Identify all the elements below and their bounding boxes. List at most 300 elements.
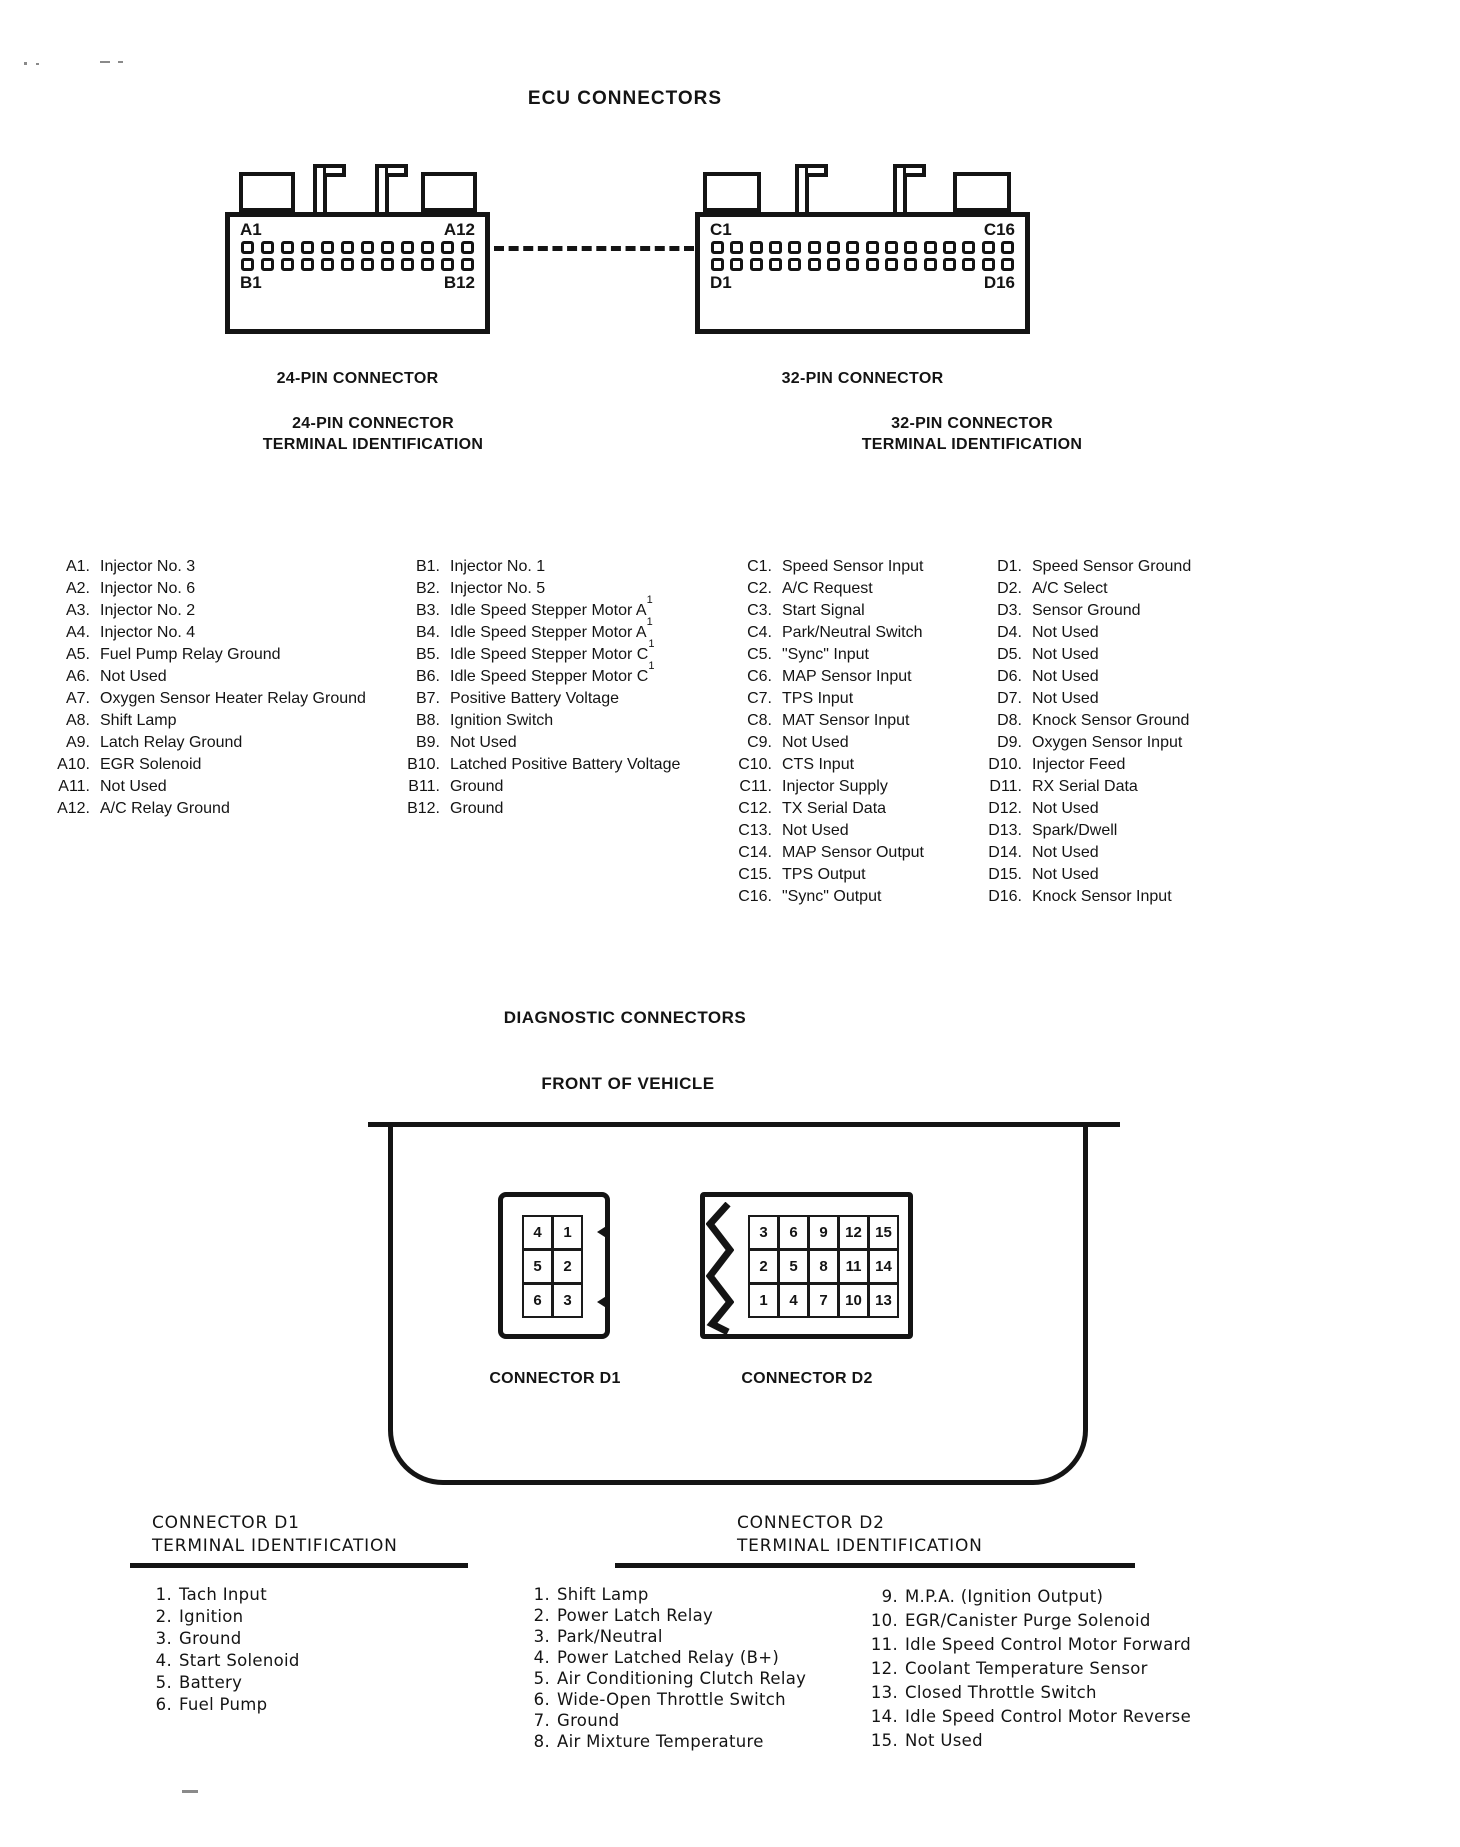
pin-hole (241, 241, 254, 254)
terminal-number: 12. (870, 1659, 898, 1678)
terminal-row (718, 754, 924, 776)
connector-d2-terminal-list-left (528, 1584, 806, 1752)
terminal-row (968, 798, 1191, 820)
pin-hole (769, 258, 782, 271)
terminal-label: Ground (450, 778, 504, 795)
terminal-label: Not Used (1032, 866, 1099, 883)
terminal-label: Not Used (450, 734, 517, 751)
terminal-number: D16. (988, 888, 1022, 905)
terminal-number: B1. (415, 558, 440, 575)
terminal-row (392, 798, 680, 820)
caption-32pin: 32-PIN CONNECTOR (781, 370, 944, 387)
pin-row-labels (240, 273, 475, 292)
terminal-number: C8. (747, 712, 772, 729)
pin-row-d (711, 258, 1014, 271)
pin-hole (341, 241, 354, 254)
connector-tab (703, 172, 761, 212)
terminal-number: C5. (747, 646, 772, 663)
heading-24pin-terminal-id (223, 413, 523, 455)
terminal-label: Power Latch Relay (557, 1606, 714, 1625)
corner-label-d1: D1 (710, 273, 732, 292)
terminal-cell: 5 (522, 1249, 553, 1284)
terminal-label: Idle Speed Stepper Motor C (450, 668, 649, 685)
terminal-number: 1. (155, 1585, 172, 1604)
terminal-row (968, 666, 1191, 688)
terminal-row (392, 638, 680, 666)
corner-label-b12: B12 (443, 273, 475, 292)
terminal-label: Ignition Switch (450, 712, 554, 729)
terminal-row (968, 688, 1191, 710)
terminal-row (46, 710, 366, 732)
terminal-number: A4. (65, 624, 90, 641)
terminal-label: Knock Sensor Input (1032, 888, 1172, 905)
terminal-number: D2. (997, 580, 1022, 597)
pin-hole (924, 258, 937, 271)
pin-hole (711, 258, 724, 271)
terminal-number: 11. (870, 1635, 898, 1654)
terminal-number: C6. (747, 668, 772, 685)
terminal-number: D13. (988, 822, 1022, 839)
terminal-number: 6. (533, 1690, 550, 1709)
terminal-label: Idle Speed Control Motor Forward (905, 1635, 1192, 1654)
terminal-label: Latch Relay Ground (100, 734, 243, 751)
terminal-row (968, 776, 1191, 798)
terminal-number: C16. (738, 888, 772, 905)
pin-hole (301, 258, 314, 271)
terminal-row (866, 1609, 1191, 1633)
terminal-number: A12. (57, 800, 90, 817)
terminal-row (46, 644, 366, 666)
terminal-cell: 15 (868, 1215, 899, 1250)
terminal-number: B10. (407, 756, 440, 773)
pin-hole (904, 241, 917, 254)
terminal-number: 1. (533, 1585, 550, 1604)
terminal-number: C14. (738, 844, 772, 861)
pin-hole (866, 258, 879, 271)
pin-hole (711, 241, 724, 254)
terminal-number: C3. (747, 602, 772, 619)
terminal-row (528, 1626, 806, 1647)
terminal-number: 10. (870, 1611, 898, 1630)
terminal-number: B8. (415, 712, 440, 729)
connector-d2-terminal-list-right (866, 1585, 1191, 1753)
terminal-row (968, 556, 1191, 578)
caption-24pin: 24-PIN CONNECTOR (276, 370, 439, 387)
terminal-number: 14. (870, 1707, 898, 1726)
terminal-row (866, 1681, 1191, 1705)
terminal-number: B11. (408, 778, 440, 795)
terminal-label: Knock Sensor Ground (1032, 712, 1190, 729)
terminal-row (528, 1584, 806, 1605)
terminal-number: C10. (738, 756, 772, 773)
terminal-row (968, 864, 1191, 886)
terminal-label: Not Used (1032, 624, 1099, 641)
terminal-row (392, 594, 680, 622)
terminal-cell: 10 (838, 1283, 869, 1318)
terminal-label: Idle Speed Stepper Motor C (450, 646, 649, 663)
terminal-row (528, 1731, 806, 1752)
terminal-row (46, 622, 366, 644)
connector-24pin-body (225, 212, 490, 334)
terminal-row (392, 754, 680, 776)
terminal-row (718, 622, 924, 644)
terminal-number: C12. (738, 800, 772, 817)
connector-d1-terminal-list (150, 1584, 300, 1716)
terminal-label: A/C Select (1032, 580, 1108, 597)
terminal-number: D8. (997, 712, 1022, 729)
connector-tab (239, 172, 295, 212)
terminal-label: Sensor Ground (1032, 602, 1141, 619)
terminal-cell: 12 (838, 1215, 869, 1250)
terminal-label: Oxygen Sensor Heater Relay Ground (100, 690, 366, 707)
terminal-label: Park/Neutral (557, 1627, 663, 1646)
terminal-label: Spark/Dwell (1032, 822, 1118, 839)
terminal-label: Speed Sensor Ground (1032, 558, 1192, 575)
heading-line: 24-PIN CONNECTOR (292, 415, 454, 432)
corner-label-d16: D16 (983, 273, 1015, 292)
terminal-row (968, 842, 1191, 864)
terminal-cell: 14 (868, 1249, 899, 1284)
terminal-number: C13. (738, 822, 772, 839)
terminal-row (528, 1710, 806, 1731)
terminal-number: B3. (415, 602, 440, 619)
terminal-number: 2. (533, 1606, 550, 1625)
corner-label-c16: C16 (983, 220, 1015, 239)
terminal-row (718, 776, 924, 798)
terminal-label: Ground (450, 800, 504, 817)
terminal-label: Not Used (1032, 690, 1099, 707)
terminal-label: Fuel Pump (179, 1695, 268, 1714)
terminal-row (46, 578, 366, 600)
terminal-label-superscript: 1 (648, 660, 655, 672)
caption-connector-d1: CONNECTOR D1 (489, 1370, 621, 1387)
pin-hole (827, 258, 840, 271)
terminal-label: Speed Sensor Input (782, 558, 924, 575)
terminal-label: Power Latched Relay (B+) (557, 1648, 780, 1667)
terminal-row (528, 1668, 806, 1689)
connector-32pin-tabs (695, 166, 1030, 212)
terminal-number: A3. (65, 602, 90, 619)
pin-hole (788, 258, 801, 271)
terminal-label: Not Used (782, 822, 849, 839)
terminal-row (718, 556, 924, 578)
terminal-number: A8. (65, 712, 90, 729)
pin-hole (750, 241, 763, 254)
pin-hole (982, 258, 995, 271)
terminal-row (718, 732, 924, 754)
pin-hole (301, 241, 314, 254)
terminal-label: Injector No. 6 (100, 580, 196, 597)
pin-hole (461, 258, 474, 271)
connector-tab (953, 172, 1011, 212)
pin-hole (441, 258, 454, 271)
terminal-number: 5. (533, 1669, 550, 1688)
corner-label-c1: C1 (710, 220, 732, 239)
pin-hole (943, 241, 956, 254)
connector-d1-grid (523, 1216, 583, 1318)
terminal-number: C11. (739, 778, 772, 795)
terminal-row (150, 1694, 300, 1716)
terminal-cell: 6 (778, 1215, 809, 1250)
pin-hole (341, 258, 354, 271)
connector-32pin-body (695, 212, 1030, 334)
terminal-label: Tach Input (179, 1585, 267, 1604)
terminal-cell: 1 (552, 1215, 583, 1250)
terminal-number: C9. (747, 734, 772, 751)
pin-hole (808, 241, 821, 254)
terminal-number: D5. (997, 646, 1022, 663)
connector-latch-clip (375, 162, 411, 214)
terminal-row (392, 578, 680, 600)
terminal-label: TX Serial Data (782, 800, 887, 817)
terminal-label: Injector Supply (782, 778, 888, 795)
terminal-row (392, 710, 680, 732)
terminal-label: Ground (179, 1629, 242, 1648)
terminal-cell: 4 (522, 1215, 553, 1250)
terminal-label: Oxygen Sensor Input (1032, 734, 1183, 751)
terminal-label: Air Conditioning Clutch Relay (557, 1669, 807, 1688)
terminal-row (150, 1606, 300, 1628)
terminal-label: Start Signal (782, 602, 865, 619)
terminal-row (718, 798, 924, 820)
terminal-number: D12. (988, 800, 1022, 817)
pin-hole (241, 258, 254, 271)
terminal-row (718, 578, 924, 600)
terminal-label: Not Used (100, 668, 167, 685)
terminal-label: Not Used (782, 734, 849, 751)
pin-hole (381, 258, 394, 271)
terminal-label: Not Used (1032, 800, 1099, 817)
terminal-number: A11. (58, 778, 90, 795)
terminal-row (968, 886, 1191, 908)
connector-latch-clip (795, 162, 831, 214)
terminal-row (392, 660, 680, 688)
terminal-label: Not Used (1032, 668, 1099, 685)
terminal-row (866, 1585, 1191, 1609)
terminal-label: Injector No. 2 (100, 602, 196, 619)
terminal-number: A9. (65, 734, 90, 751)
heading-line: TERMINAL IDENTIFICATION (737, 1536, 983, 1556)
terminal-label: Wide-Open Throttle Switch (557, 1690, 786, 1709)
terminal-row (150, 1584, 300, 1606)
terminal-number: D3. (997, 602, 1022, 619)
heading-line: TERMINAL IDENTIFICATION (861, 436, 1083, 453)
pin-hole (381, 241, 394, 254)
pin-hole (924, 241, 937, 254)
terminal-list-a (46, 556, 366, 820)
terminal-cell: 1 (748, 1283, 779, 1318)
terminal-number: 8. (533, 1732, 550, 1751)
terminal-number: B6. (415, 668, 440, 685)
terminal-number: 3. (533, 1627, 550, 1646)
terminal-label: Injector Feed (1032, 756, 1126, 773)
scan-artifact (182, 1790, 198, 1793)
pin-hole (361, 241, 374, 254)
terminal-number: A2. (65, 580, 90, 597)
connector-tab (421, 172, 477, 212)
terminal-label-subscript: 1 (646, 594, 653, 606)
scan-artifact (24, 62, 27, 65)
terminal-number: 3. (155, 1629, 172, 1648)
terminal-row (46, 776, 366, 798)
zigzag-keyway (706, 1202, 734, 1334)
dashed-link-line (494, 246, 694, 251)
terminal-number: C1. (747, 558, 772, 575)
terminal-label: Ignition (179, 1607, 244, 1626)
pin-hole (962, 258, 975, 271)
connector-24pin-diagram (225, 166, 490, 334)
terminal-row (46, 600, 366, 622)
scan-artifact (36, 63, 39, 65)
pin-hole (885, 241, 898, 254)
terminal-label: "Sync" Input (782, 646, 869, 663)
terminal-row (718, 864, 924, 886)
terminal-cell: 6 (522, 1283, 553, 1318)
pin-hole (401, 241, 414, 254)
terminal-number: B4. (415, 624, 440, 641)
terminal-row (718, 600, 924, 622)
terminal-number: 5. (155, 1673, 172, 1692)
terminal-number: 7. (533, 1711, 550, 1730)
pin-hole (788, 241, 801, 254)
terminal-row (968, 578, 1191, 600)
terminal-row (46, 732, 366, 754)
terminal-row (46, 688, 366, 710)
terminal-number: D11. (989, 778, 1022, 795)
pin-hole (261, 241, 274, 254)
pin-hole (421, 241, 434, 254)
terminal-label: Injector No. 5 (450, 580, 546, 597)
terminal-label: A/C Relay Ground (100, 800, 230, 817)
terminal-row (718, 710, 924, 732)
terminal-label: Fuel Pump Relay Ground (100, 646, 281, 663)
scan-artifact (100, 61, 110, 63)
terminal-row (968, 732, 1191, 754)
terminal-label: Battery (179, 1673, 243, 1692)
front-of-vehicle-label: FRONT OF VEHICLE (541, 1074, 715, 1093)
terminal-cell: 11 (838, 1249, 869, 1284)
terminal-cell: 2 (748, 1249, 779, 1284)
pin-hole (361, 258, 374, 271)
terminal-number: 4. (155, 1651, 172, 1670)
connector-32pin-diagram (695, 166, 1030, 334)
terminal-number: B7. (415, 690, 440, 707)
heading-line: 32-PIN CONNECTOR (891, 415, 1053, 432)
pin-row-labels (240, 220, 475, 239)
terminal-row (718, 688, 924, 710)
terminal-number: D4. (997, 624, 1022, 641)
terminal-number: C4. (747, 624, 772, 641)
terminal-row (392, 732, 680, 754)
terminal-label-subscript: 1 (648, 638, 655, 650)
heading-line: TERMINAL IDENTIFICATION (152, 1536, 398, 1556)
pin-hole (401, 258, 414, 271)
terminal-label: "Sync" Output (782, 888, 882, 905)
terminal-label: Start Solenoid (179, 1651, 300, 1670)
terminal-number: 13. (870, 1683, 898, 1702)
terminal-label: Coolant Temperature Sensor (905, 1659, 1148, 1678)
terminal-label: Idle Speed Stepper Motor A (450, 602, 647, 619)
pin-hole (808, 258, 821, 271)
pin-hole (866, 241, 879, 254)
terminal-label: Injector No. 4 (100, 624, 196, 641)
terminal-row (718, 644, 924, 666)
terminal-cell: 9 (808, 1215, 839, 1250)
terminal-row (968, 820, 1191, 842)
pin-hole (441, 241, 454, 254)
pin-hole (1001, 241, 1014, 254)
corner-label-a12: A12 (443, 220, 475, 239)
pin-row-labels (710, 273, 1015, 292)
terminal-number: 9. (881, 1587, 898, 1606)
pin-hole (730, 258, 743, 271)
terminal-number: A5. (65, 646, 90, 663)
terminal-label: MAP Sensor Output (782, 844, 924, 861)
terminal-number: D6. (997, 668, 1022, 685)
pin-hole (962, 241, 975, 254)
terminal-row (46, 556, 366, 578)
terminal-label: RX Serial Data (1032, 778, 1138, 795)
terminal-list-c (718, 556, 924, 908)
terminal-row (968, 622, 1191, 644)
terminal-number: 2. (155, 1607, 172, 1626)
terminal-label: MAP Sensor Input (782, 668, 912, 685)
terminal-number: 6. (155, 1695, 172, 1714)
pin-hole (281, 241, 294, 254)
terminal-label: TPS Output (782, 866, 866, 883)
heading-connector-d2-terminal-id (737, 1512, 983, 1558)
terminal-cell: 4 (778, 1283, 809, 1318)
terminal-row (968, 754, 1191, 776)
terminal-row (718, 666, 924, 688)
terminal-row (528, 1647, 806, 1668)
terminal-number: A1. (65, 558, 90, 575)
terminal-label: EGR Solenoid (100, 756, 202, 773)
terminal-row (392, 776, 680, 798)
pin-hole (750, 258, 763, 271)
latch-notch (597, 1295, 608, 1309)
terminal-label: Shift Lamp (557, 1585, 649, 1604)
terminal-label: Injector No. 1 (450, 558, 546, 575)
scan-artifact (118, 61, 123, 63)
terminal-label: Air Mixture Temperature (557, 1732, 764, 1751)
terminal-row (718, 842, 924, 864)
terminal-number: D9. (997, 734, 1022, 751)
pin-hole (904, 258, 917, 271)
pin-row-a (241, 241, 474, 254)
heading-line: TERMINAL IDENTIFICATION (262, 436, 484, 453)
terminal-number: 15. (870, 1731, 898, 1750)
terminal-label: Positive Battery Voltage (450, 690, 619, 707)
pin-hole (730, 241, 743, 254)
pin-row-labels (710, 220, 1015, 239)
terminal-label: Not Used (905, 1731, 983, 1750)
terminal-row (968, 710, 1191, 732)
terminal-number: C2. (747, 580, 772, 597)
terminal-number: B2. (415, 580, 440, 597)
terminal-label: M.P.A. (Ignition Output) (905, 1587, 1104, 1606)
diagnostic-connectors-title: DIAGNOSTIC CONNECTORS (503, 1008, 747, 1027)
terminal-row (392, 556, 680, 578)
connector-d1-diagram (498, 1192, 610, 1339)
terminal-list-d (968, 556, 1191, 908)
terminal-row (46, 754, 366, 776)
latch-notch (597, 1225, 608, 1239)
terminal-label: Injector No. 3 (100, 558, 196, 575)
connector-24pin-tabs (225, 166, 490, 212)
heading-32pin-terminal-id (822, 413, 1122, 455)
pin-hole (943, 258, 956, 271)
